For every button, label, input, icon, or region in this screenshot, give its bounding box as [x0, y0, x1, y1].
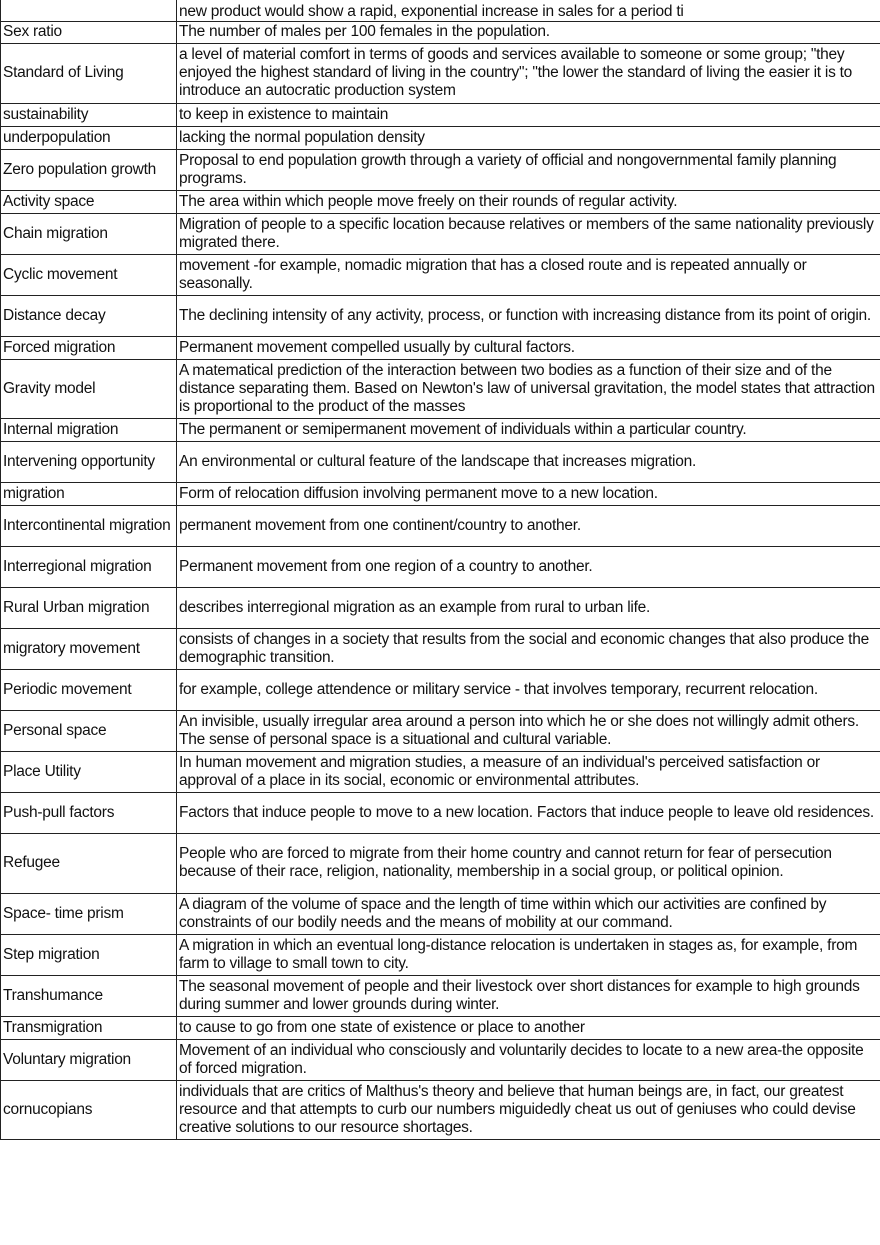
term-cell: Rural Urban migration — [1, 587, 177, 628]
term-cell: Periodic movement — [1, 669, 177, 710]
table-row — [1, 149, 880, 190]
table-row — [1, 21, 880, 43]
table-row — [1, 546, 880, 587]
definition-cell: In human movement and migration studies, a measure of an individual's perceived satisfaction or approval of a place in its social, economic or environmental attributes. — [177, 751, 880, 792]
term-cell: Step migration — [1, 934, 177, 975]
definition-cell: Permanent movement from one region of a country to another. — [177, 546, 880, 587]
definition-cell: to cause to go from one state of existence or place to another — [177, 1016, 880, 1039]
table-row — [1, 1016, 880, 1039]
definition-cell: permanent movement from one continent/country to another. — [177, 505, 880, 546]
term-cell — [1, 0, 177, 21]
term-cell: Distance decay — [1, 295, 177, 336]
definition-cell: lacking the normal population density — [177, 126, 880, 149]
table-row — [1, 359, 880, 418]
table-row — [1, 587, 880, 628]
definition-cell: new product would show a rapid, exponential increase in sales for a period ti — [177, 0, 880, 21]
term-cell: sustainability — [1, 103, 177, 126]
term-cell: Forced migration — [1, 336, 177, 359]
term-cell: migratory movement — [1, 628, 177, 669]
term-cell: Transmigration — [1, 1016, 177, 1039]
term-cell: Standard of Living — [1, 43, 177, 103]
table-row — [1, 792, 880, 833]
term-cell: Transhumance — [1, 975, 177, 1016]
table-row — [1, 213, 880, 254]
term-cell: Push-pull factors — [1, 792, 177, 833]
term-cell: Personal space — [1, 710, 177, 751]
term-cell: Gravity model — [1, 359, 177, 418]
glossary-table-body — [1, 0, 880, 1139]
term-cell: Intervening opportunity — [1, 441, 177, 482]
term-cell: Zero population growth — [1, 149, 177, 190]
definition-cell: to keep in existence to maintain — [177, 103, 880, 126]
table-row — [1, 751, 880, 792]
definition-cell: Factors that induce people to move to a new location. Factors that induce people to leave old residences. — [177, 792, 880, 833]
table-row — [1, 893, 880, 934]
definition-cell: a level of material comfort in terms of goods and services available to someone or some group; "they enjoyed the highest standard of living in the country"; "the lower the standard of living the easier it is to introduce an autocratic production system — [177, 43, 880, 103]
definition-cell: Permanent movement compelled usually by cultural factors. — [177, 336, 880, 359]
table-row — [1, 710, 880, 751]
table-row — [1, 482, 880, 505]
term-cell: Activity space — [1, 190, 177, 213]
definition-cell: movement -for example, nomadic migration that has a closed route and is repeated annually or seasonally. — [177, 254, 880, 295]
term-cell: Space- time prism — [1, 893, 177, 934]
definition-cell: A diagram of the volume of space and the length of time within which our activities are confined by constraints of our bodily needs and the means of mobility at our command. — [177, 893, 880, 934]
table-row — [1, 295, 880, 336]
definition-cell: The number of males per 100 females in the population. — [177, 21, 880, 43]
term-cell: Refugee — [1, 833, 177, 893]
term-cell: Internal migration — [1, 418, 177, 441]
term-cell: Cyclic movement — [1, 254, 177, 295]
term-cell: Chain migration — [1, 213, 177, 254]
table-row — [1, 418, 880, 441]
definition-cell: People who are forced to migrate from their home country and cannot return for fear of persecution because of their race, religion, nationality, membership in a social group, or political opinion. — [177, 833, 880, 893]
term-cell: Interregional migration — [1, 546, 177, 587]
term-cell: Place Utility — [1, 751, 177, 792]
table-row — [1, 1080, 880, 1139]
definition-cell: The area within which people move freely on their rounds of regular activity. — [177, 190, 880, 213]
definition-cell: The seasonal movement of people and their livestock over short distances for example to high grounds during summer and lower grounds during winter. — [177, 975, 880, 1016]
table-row — [1, 103, 880, 126]
table-row — [1, 934, 880, 975]
table-row — [1, 975, 880, 1016]
definition-cell: The declining intensity of any activity, process, or function with increasing distance from its point of origin. — [177, 295, 880, 336]
table-row — [1, 0, 880, 21]
definition-cell: Form of relocation diffusion involving permanent move to a new location. — [177, 482, 880, 505]
definition-cell: describes interregional migration as an example from rural to urban life. — [177, 587, 880, 628]
table-row — [1, 441, 880, 482]
definition-cell: A migration in which an eventual long-distance relocation is undertaken in stages as, for example, from farm to village to small town to city. — [177, 934, 880, 975]
definition-cell: for example, college attendence or military service - that involves temporary, recurrent relocation. — [177, 669, 880, 710]
definition-cell: Proposal to end population growth through a variety of official and nongovernmental family planning programs. — [177, 149, 880, 190]
definition-cell: An invisible, usually irregular area around a person into which he or she does not willingly admit others. The sense of personal space is a situational and cultural variable. — [177, 710, 880, 751]
table-row — [1, 126, 880, 149]
definition-cell: Movement of an individual who consciously and voluntarily decides to locate to a new area-the opposite of forced migration. — [177, 1039, 880, 1080]
table-row — [1, 669, 880, 710]
term-cell: Voluntary migration — [1, 1039, 177, 1080]
definition-cell: Migration of people to a specific location because relatives or members of the same nationality previously migrated there. — [177, 213, 880, 254]
term-cell: underpopulation — [1, 126, 177, 149]
definition-cell: An environmental or cultural feature of the landscape that increases migration. — [177, 441, 880, 482]
definition-cell: individuals that are critics of Malthus's theory and believe that human beings are, in fact, our greatest resource and that attempts to curb our numbers miguidedly cheat us out of geniuses who could devise creative solutions to our resource shortages. — [177, 1080, 880, 1139]
term-cell: cornucopians — [1, 1080, 177, 1139]
table-row — [1, 833, 880, 893]
table-row — [1, 254, 880, 295]
definition-cell: The permanent or semipermanent movement of individuals within a particular country. — [177, 418, 880, 441]
term-cell: Sex ratio — [1, 21, 177, 43]
term-cell: migration — [1, 482, 177, 505]
table-row — [1, 505, 880, 546]
term-cell: Intercontinental migration — [1, 505, 177, 546]
table-row — [1, 1039, 880, 1080]
table-row — [1, 190, 880, 213]
table-row — [1, 43, 880, 103]
definition-cell: A matematical prediction of the interaction between two bodies as a function of their size and of the distance separating them. Based on Newton's law of universal gravitation, the model states that attraction is proportional to the product of the masses — [177, 359, 880, 418]
definition-cell: consists of changes in a society that results from the social and economic changes that also produce the demographic transition. — [177, 628, 880, 669]
table-row — [1, 336, 880, 359]
table-row — [1, 628, 880, 669]
